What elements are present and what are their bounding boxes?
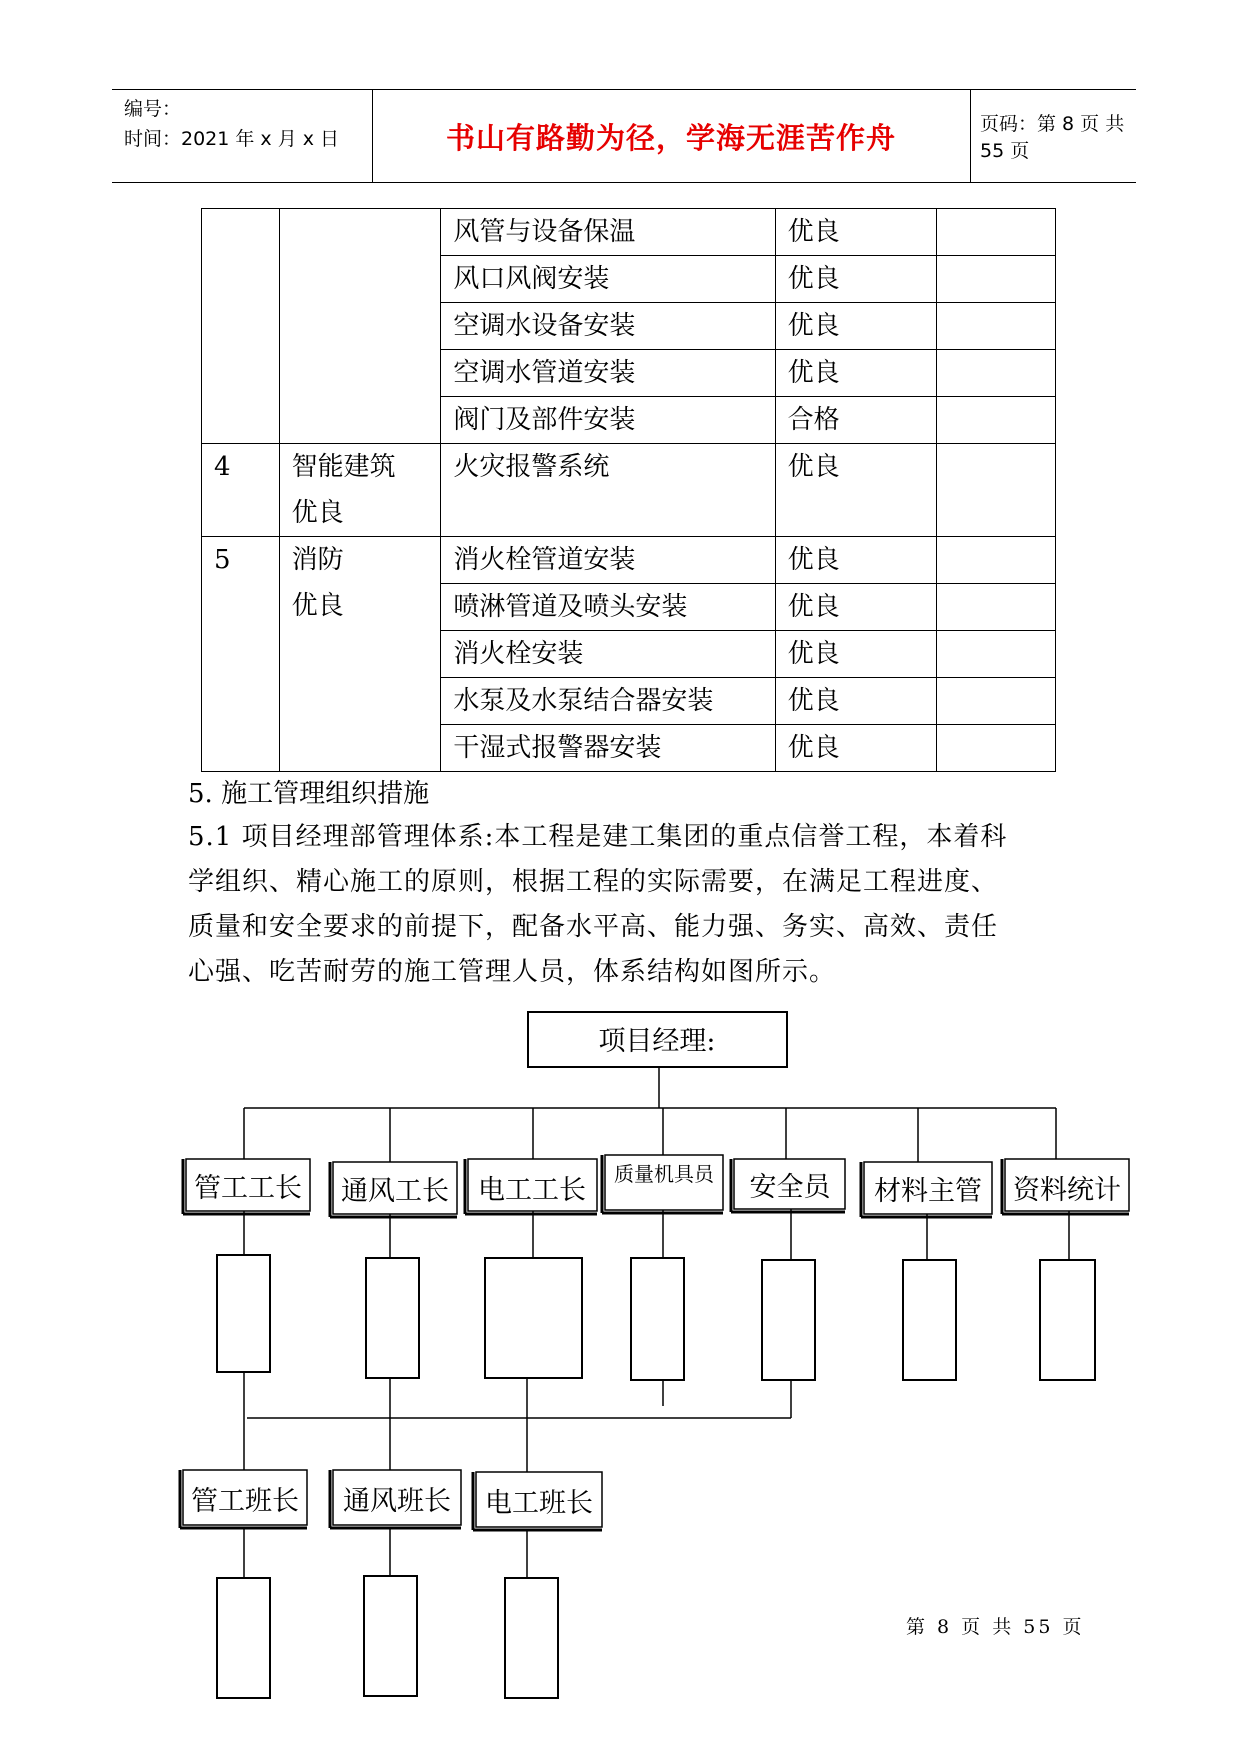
paragraph-line: 心强、吃苦耐劳的施工管理人员，体系结构如图所示。 [188,957,837,987]
table-cell-item: 消火栓管道安装 [441,537,775,584]
org-node-pipe-team-leader [180,1470,307,1528]
page-footer: 第 8 页 共 55 页 [906,1616,1085,1638]
table-cell-item: 风管与设备保温 [441,209,775,256]
paragraph-line: 学组织、精心施工的原则，根据工程的实际需要，在满足工程进度、 [188,867,999,897]
org-level3-sub-boxes [217,1576,558,1698]
org-node-label: 管工班长 [191,1486,299,1517]
org-node-label: 项目经理: [598,1026,716,1057]
table-cell-item: 空调水管道安装 [441,350,775,397]
org-blank-box [217,1255,270,1372]
category-grade: 优良 [291,498,344,528]
table-cell-item: 风口风阀安装 [441,256,775,303]
org-node-label: 管工工长 [194,1173,302,1204]
org-node-hvac-team-leader [330,1470,461,1528]
org-node-documents-statistics [1002,1159,1129,1214]
table-cell-grade: 优良 [775,444,937,537]
table-cell-item: 火灾报警系统 [441,444,775,537]
org-blank-box [364,1576,417,1696]
org-node-hvac-foreman [330,1162,457,1217]
org-blank-box [217,1578,270,1698]
table-cell-grade: 优良 [775,537,937,584]
table-cell-grade: 优良 [775,256,937,303]
org-node-label: 电工班长 [485,1488,593,1519]
org-node-project-manager [528,1012,787,1067]
table-cell-grade: 优良 [775,584,937,631]
org-node-label: 通风班长 [343,1486,451,1517]
org-node-safety-officer [731,1159,845,1212]
org-node-label: 质量机具员 [614,1162,714,1186]
org-node-label: 安全员 [749,1172,831,1203]
org-level3 [180,1470,602,1530]
org-node-label: 材料主管 [874,1176,982,1207]
table-cell-item: 干湿式报警器安装 [441,725,775,772]
table-cell-grade: 优良 [775,725,937,772]
header-page-info: 页码：第 8 页 共 55 页 [980,113,1125,162]
paragraph-line: 质量和安全要求的前提下，配备水平高、能力强、务实、高效、责任 [188,912,999,942]
org-blank-box [1040,1260,1095,1380]
org-node-quality-equipment [602,1155,723,1213]
org-blank-box [505,1578,558,1698]
header-motto: 书山有路勤为径，学海无涯苦作舟 [445,120,896,155]
org-blank-box [366,1258,419,1378]
table-cell-item: 阀门及部件安装 [441,397,775,444]
org-node-electric-foreman [465,1159,597,1214]
org-blank-box [903,1260,956,1380]
table-cell-no: 5 [202,537,280,772]
table-cell-grade: 优良 [775,209,937,256]
org-node-electric-team-leader [473,1472,602,1530]
org-blank-box [631,1258,684,1380]
table-cell-grade: 优良 [775,303,937,350]
org-level2-sub-boxes [217,1255,1095,1380]
org-blank-box [485,1258,582,1378]
table-cell-item: 消火栓安装 [441,631,775,678]
table-cell-grade: 优良 [775,350,937,397]
serial-label: 编号： [124,98,182,120]
org-level2 [183,1155,1129,1217]
org-node-pipe-foreman [183,1159,310,1214]
time-label: 时间：2021 年 x 月 x 日 [124,128,340,150]
org-node-label: 通风工长 [341,1176,449,1207]
table-cell-no: 4 [202,444,280,537]
table-cell-item: 喷淋管道及喷头安装 [441,584,775,631]
section-heading: 5. 施工管理组织措施 [188,779,430,809]
org-node-materials-manager [861,1162,992,1217]
table-cell-item: 水泵及水泵结合器安装 [441,678,775,725]
org-blank-box [762,1260,815,1380]
table-cell-grade: 优良 [775,631,937,678]
org-node-label: 电工工长 [478,1175,586,1206]
table-cell-item: 空调水设备安装 [441,303,775,350]
category-name: 智能建筑 [291,452,396,482]
category-grade: 优良 [291,591,344,621]
category-name: 消防 [291,545,344,575]
paragraph-line: 5.1 项目经理部管理体系:本工程是建工集团的重点信誉工程，本着科 [188,822,1008,852]
table-cell-grade: 优良 [775,678,937,725]
table-cell-grade: 合格 [775,397,937,444]
org-node-label: 资料统计 [1013,1175,1121,1206]
